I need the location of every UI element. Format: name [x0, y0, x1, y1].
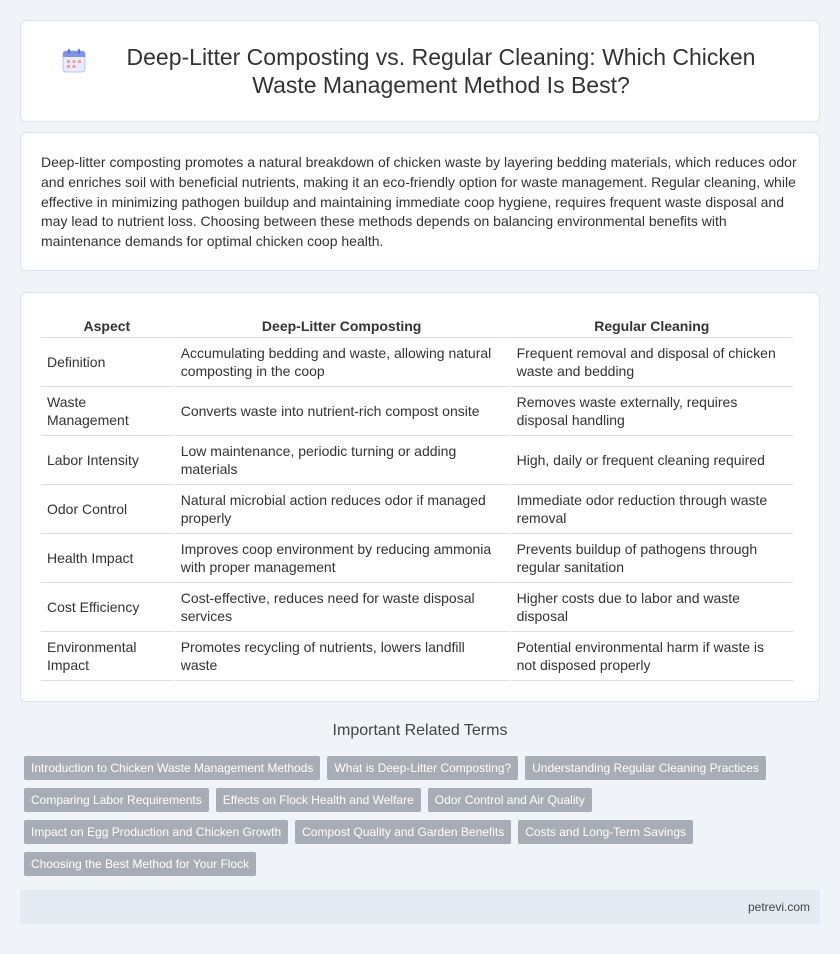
comparison-table: [39, 315, 795, 681]
page-title: Deep-Litter Composting vs. Regular Cleaning: Which Chicken Waste Management Method Is Best?: [126, 44, 756, 98]
footer: [20, 890, 820, 924]
related-term-tag[interactable]: What is Deep-Litter Composting?: [327, 756, 518, 780]
table-row: [41, 436, 793, 485]
row-deep-litter: Converts waste into nutrient-rich compost onsite: [175, 387, 509, 436]
table-header-row: [41, 315, 793, 338]
row-regular-cleaning: Higher costs due to labor and waste disposal: [511, 583, 793, 632]
intro-card: [20, 132, 820, 271]
row-aspect: Environmental Impact: [41, 632, 173, 681]
row-regular-cleaning: Immediate odor reduction through waste removal: [511, 485, 793, 534]
related-term-tag[interactable]: Effects on Flock Health and Welfare: [216, 788, 421, 812]
row-aspect: Cost Efficiency: [41, 583, 173, 632]
related-term-tag[interactable]: Introduction to Chicken Waste Management Methods: [24, 756, 320, 780]
table-row: [41, 338, 793, 387]
table-row: [41, 534, 793, 583]
row-deep-litter: Accumulating bedding and waste, allowing natural composting in the coop: [175, 338, 509, 387]
header-regular-cleaning: Regular Cleaning: [511, 315, 793, 338]
related-term-tag[interactable]: Understanding Regular Cleaning Practices: [525, 756, 766, 780]
related-term-tag[interactable]: Odor Control and Air Quality: [428, 788, 592, 812]
row-aspect: Labor Intensity: [41, 436, 173, 485]
row-deep-litter: Improves coop environment by reducing ammonia with proper management: [175, 534, 509, 583]
row-aspect: Waste Management: [41, 387, 173, 436]
row-regular-cleaning: Potential environmental harm if waste is not disposed properly: [511, 632, 793, 681]
table-row: [41, 485, 793, 534]
row-deep-litter: Cost-effective, reduces need for waste disposal services: [175, 583, 509, 632]
comparison-table-card: [20, 292, 820, 702]
related-terms-list: [24, 756, 814, 876]
related-term-tag[interactable]: Impact on Egg Production and Chicken Growth: [24, 820, 288, 844]
footer-site[interactable]: petrevi.com: [747, 900, 810, 914]
related-term-tag[interactable]: Compost Quality and Garden Benefits: [295, 820, 511, 844]
table-row: [41, 632, 793, 681]
header-deep-litter: Deep-Litter Composting: [175, 315, 509, 338]
row-deep-litter: Promotes recycling of nutrients, lowers landfill waste: [175, 632, 509, 681]
title-card: [20, 20, 820, 122]
row-aspect: Definition: [41, 338, 173, 387]
row-deep-litter: Natural microbial action reduces odor if managed properly: [175, 485, 509, 534]
table-row: [41, 583, 793, 632]
related-term-tag[interactable]: Choosing the Best Method for Your Flock: [24, 852, 256, 876]
related-terms-title: Important Related Terms: [332, 722, 508, 739]
row-aspect: Health Impact: [41, 534, 173, 583]
table-row: [41, 387, 793, 436]
related-term-tag[interactable]: Comparing Labor Requirements: [24, 788, 209, 812]
row-aspect: Odor Control: [41, 485, 173, 534]
row-deep-litter: Low maintenance, periodic turning or adding materials: [175, 436, 509, 485]
header-aspect: Aspect: [41, 315, 173, 338]
calendar-icon: [61, 48, 87, 74]
related-term-tag[interactable]: Costs and Long-Term Savings: [518, 820, 693, 844]
row-regular-cleaning: Removes waste externally, requires disposal handling: [511, 387, 793, 436]
row-regular-cleaning: High, daily or frequent cleaning required: [511, 436, 793, 485]
intro-paragraph: Deep-litter composting promotes a natural breakdown of chicken waste by layering bedding materials, which reduces odor and enriches soil with beneficial nutrients, making it an eco-friendly option for waste management. Regular cleaning, while effective in minimizing pathogen buildup and maintaining immediate coop hygiene, requires frequent waste disposal and may lead to nutrient loss. Choosing between these methods depends on balancing environmental benefits with maintenance demands for optimal chicken coop health.: [41, 154, 797, 250]
row-regular-cleaning: Prevents buildup of pathogens through regular sanitation: [511, 534, 793, 583]
row-regular-cleaning: Frequent removal and disposal of chicken waste and bedding: [511, 338, 793, 387]
